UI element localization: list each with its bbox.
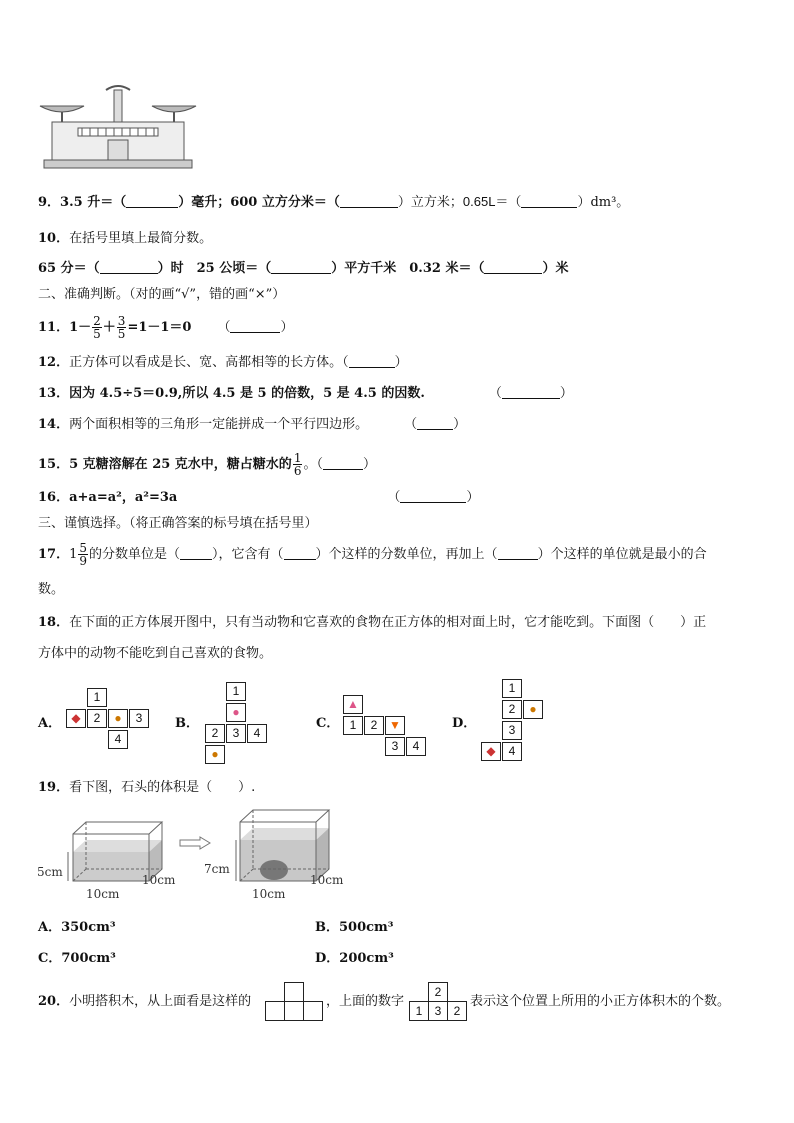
q19-option-c[interactable]: C．700cm³: [38, 951, 116, 966]
q15-answer-blank[interactable]: [323, 457, 363, 470]
question-10-line: 65 分＝（ ）时 25 公顷＝（ ）平方千米 0.32 米＝（ ）米: [38, 261, 569, 276]
q11-answer-blank[interactable]: [230, 320, 280, 333]
container-after-figure: [200, 806, 360, 906]
svg-text:5cm: 5cm: [37, 865, 63, 879]
svg-text:10cm: 10cm: [310, 873, 344, 887]
q19-option-d[interactable]: D．200cm³: [315, 951, 394, 966]
cat-icon: ●: [108, 709, 128, 728]
question-13: 13．因为 4.5÷5＝0.9,所以 4.5 是 5 的倍数，5 是 4.5 的因数. （ ）: [38, 386, 573, 401]
question-17: 17．1 $\frac{5}{9}$ 的分数单位是（ ），它含有（ ）个这样的分数单位，再加上（ ）个这样的单位就是最小的合: [38, 541, 707, 568]
fish-icon: ◆: [481, 742, 501, 761]
q11-fraction-1: $\frac{2}{5}$: [93, 314, 101, 341]
question-18-line-2: 方体中的动物不能吃到自己喜欢的食物。: [38, 646, 273, 661]
peach-icon: ●: [226, 703, 246, 722]
q17-fraction: $\frac{5}{9}$: [79, 541, 88, 568]
section-3-heading: 三、谨慎选择。（将正确答案的标号填在括号里）: [38, 516, 318, 531]
question-14: 14．两个面积相等的三角形一定能拼成一个平行四边形。 （ ）: [38, 417, 467, 432]
question-15: 15．5 克糖溶解在 25 克水中，糖占糖水的 $\frac{1}{6}$ 。（ ）: [38, 451, 376, 478]
q17-blank-1[interactable]: [180, 547, 212, 560]
option-b-label[interactable]: B．: [175, 716, 199, 731]
q10-blank-3[interactable]: [484, 261, 542, 274]
question-11: 11．1－ $\frac{2}{5}$ ＋ $\frac{3}{5}$ =1－1＝0 （ ）: [38, 314, 294, 341]
q17-blank-2[interactable]: [284, 547, 316, 560]
cat-icon: ●: [523, 700, 543, 719]
rabbit-icon: ▲: [343, 695, 363, 714]
question-17-line-2: 数。: [38, 582, 65, 597]
q17-blank-3[interactable]: [498, 547, 538, 560]
option-c-label[interactable]: C．: [316, 716, 340, 731]
q9-blank-2[interactable]: [340, 195, 398, 208]
question-9: 9．3.5 升＝（ ）毫升；600 立方分米＝（ ）立方米；0.65L＝（ ）dm³。: [38, 194, 630, 210]
option-a-label[interactable]: A．: [38, 716, 62, 731]
q19-option-a[interactable]: A．350cm³: [38, 920, 116, 935]
question-20-text-2: ，上面的数字: [326, 994, 405, 1009]
carrot-icon: ▼: [385, 716, 405, 735]
question-20-text-1: 20．小明搭积木，从上面看是这样的: [38, 994, 252, 1009]
q13-answer-blank[interactable]: [502, 386, 560, 399]
svg-text:10cm: 10cm: [142, 873, 176, 887]
q14-answer-blank[interactable]: [417, 417, 453, 430]
q15-fraction: $\frac{1}{6}$: [293, 451, 302, 478]
svg-text:10cm: 10cm: [86, 887, 120, 901]
option-d-label[interactable]: D．: [452, 716, 477, 731]
question-16: 16．a+a=a²，a²=3a （ ）: [38, 490, 480, 505]
q9-blank-3[interactable]: [521, 195, 577, 208]
monkey-icon: ●: [205, 745, 225, 764]
question-18-line-1: 18．在下面的正方体展开图中，只有当动物和它喜欢的食物在正方体的相对面上时，它才能吃到。下面图（ ）正: [38, 615, 707, 630]
q19-option-b[interactable]: B．500cm³: [315, 920, 394, 935]
q9-blank-1[interactable]: [126, 195, 178, 208]
question-20-text-3: 表示这个位置上所用的小正方体积木的个数。: [470, 994, 731, 1009]
balance-scale-image: [38, 82, 198, 172]
q10-blank-2[interactable]: [271, 261, 331, 274]
svg-text:7cm: 7cm: [204, 862, 230, 876]
question-12: 12．正方体可以看成是长、宽、高都相等的长方体。（ ）: [38, 355, 408, 370]
q10-blank-1[interactable]: [100, 261, 158, 274]
container-before-figure: [36, 806, 186, 906]
section-2-heading: 二、准确判断。（对的画“√”，错的画“×”）: [38, 287, 286, 302]
svg-text:10cm: 10cm: [252, 887, 286, 901]
fish-icon: ◆: [66, 709, 86, 728]
q16-answer-blank[interactable]: [400, 490, 466, 503]
question-19: 19．看下图，石头的体积是（ ）.: [38, 780, 256, 795]
q11-fraction-2: $\frac{3}{5}$: [117, 314, 126, 341]
question-10-title: 10．在括号里填上最简分数。: [38, 231, 213, 246]
q9-number: 9．: [38, 195, 61, 210]
q12-answer-blank[interactable]: [349, 355, 395, 368]
